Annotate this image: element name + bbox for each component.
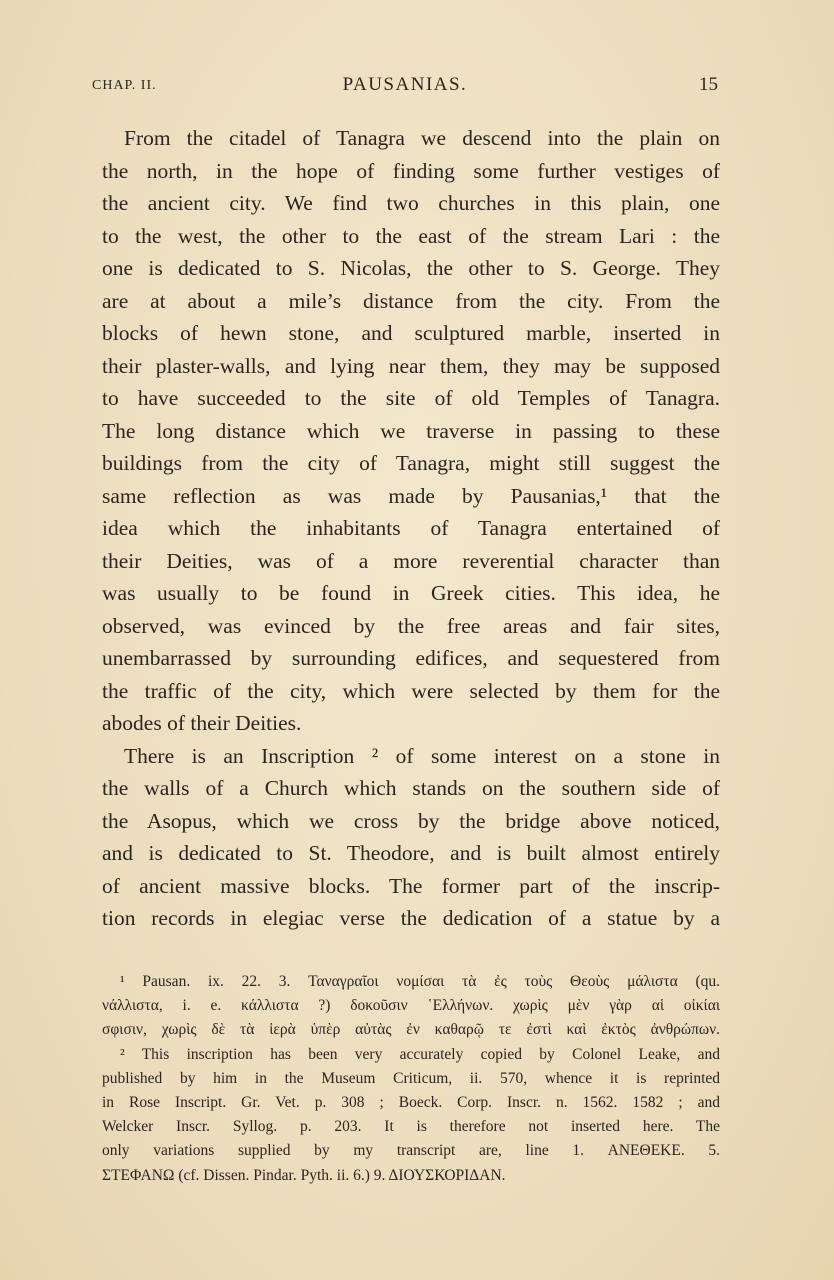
text-line: buildings from the city of Tanagra, might still suggest the [102,451,720,475]
text-line: unembarrassed by surrounding edifices, and sequestered from [102,646,720,670]
footnote-line: σφισιν, χωρὶς δὲ τὰ ἱερὰ ὑπὲρ αὐτὰς ἐν καθαρῷ τε ἐστὶ καὶ ἐκτὸς ἀνθρώπων. [102,1021,720,1039]
footnote-line: ΣΤΕΦΑΝΩ (cf. Dissen. Pindar. Pyth. ii. 6.) 9. ΔΙΟΥΣΚΟΡΙΔΑΝ. [102,1166,506,1184]
text-line: to have succeeded to the site of old Temples of Tanagra. [102,386,720,410]
footnote-line: published by him in the Museum Criticum, ii. 570, whence it is reprinted [102,1069,720,1087]
text-line: the walls of a Church which stands on the southern side of [102,776,720,800]
footnote-line: in Rose Inscript. Gr. Vet. p. 308 ; Boeck. Corp. Inscr. n. 1562. 1582 ; and [102,1093,720,1111]
text-line: one is dedicated to S. Nicolas, the other to S. George. They [102,256,720,280]
footnote-line: ² This inscription has been very accurately copied by Colonel Leake, and [120,1045,720,1063]
text-line: abodes of their Deities. [102,711,302,735]
page-number: 15 [699,74,718,95]
text-line: their plaster-walls, and lying near them, they may be supposed [102,353,720,378]
text-line: and is dedicated to St. Theodore, and is built almost entirely [102,841,720,865]
footnote-line: Welcker Inscr. Syllog. p. 203. It is therefore not inserted here. The [102,1118,720,1136]
text-line: There is an Inscription ² of some interest on a stone in [124,743,720,768]
footnote-line: only variations supplied by my transcript are, line 1. ΑΝΕΘΕΚΕ. 5. [102,1142,720,1160]
text-line: the Asopus, which we cross by the bridge above noticed, [102,808,720,833]
text-line: idea which the inhabitants of Tanagra entertained of [102,516,720,540]
footnote-line: ¹ Pausan. ix. 22. 3. Ταναγραῖοι νομίσαι τὰ ἐς τοὺς Θεοὺς μάλιστα (qu. [120,973,720,990]
footnote-line: νάλλιστα, i. e. κάλλιστα ?) δοκοῦσιν ῾Ελλήνων. χωρὶς μὲν γὰρ αἱ οἰκίαι [102,997,720,1015]
running-title: PAUSANIAS. [342,74,468,95]
running-head [92,74,718,98]
text-line: the ancient city. We find two churches in this plain, one [102,191,720,215]
text-line: of ancient massive blocks. The former part of the inscrip- [102,873,720,898]
text-line: the north, in the hope of finding some further vestiges of [102,158,720,183]
text-line: was usually to be found in Greek cities. This idea, he [102,581,720,605]
chapter-label: CHAP. II. [92,78,157,93]
text-line: the traffic of the city, which were selected by them for the [102,678,720,703]
text-line: observed, was evinced by the free areas and fair sites, [102,613,720,638]
text-line: to the west, the other to the east of the stream Lari : the [102,223,720,248]
text-line: blocks of hewn stone, and sculptured marble, inserted in [102,321,720,345]
main-text [102,122,720,935]
text-line: same reflection as was made by Pausanias,¹ that the [102,483,720,508]
footnotes [102,970,720,1188]
text-line: The long distance which we traverse in passing to these [102,418,720,443]
text-line: their Deities, was of a more reverential character than [102,548,720,573]
text-line: tion records in elegiac verse the dedication of a statue by a [102,906,720,930]
text-line: are at about a mile’s distance from the city. From the [102,288,720,313]
text-line: From the citadel of Tanagra we descend into the plain on [124,126,720,150]
